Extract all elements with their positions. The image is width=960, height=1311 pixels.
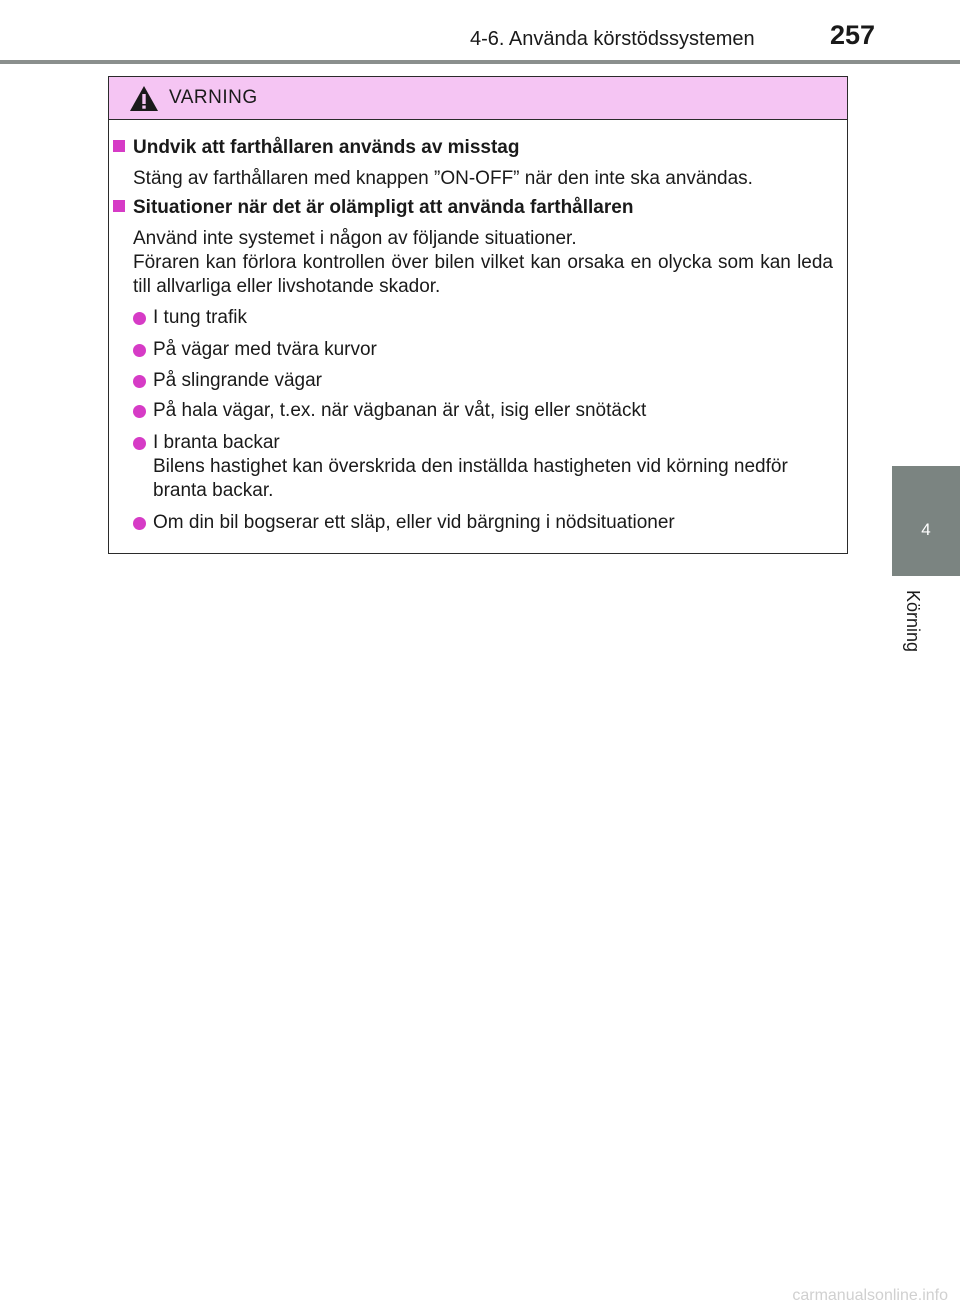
circle-bullet-icon [133, 405, 146, 418]
list-item: På hala vägar, t.ex. när vägbanan är våt, isig eller snötäckt [133, 399, 843, 423]
page-title: 4-6. Använda körstödssystemen [470, 28, 755, 50]
circle-bullet-icon [133, 312, 146, 325]
list-item-detail: Bilens hastighet kan överskrida den inställda hastigheten vid körning nedför branta backar. [153, 456, 788, 501]
list-item: I branta backar Bilens hastighet kan överskrida den inställda hastigheten vid körning nedför branta backar. [133, 431, 843, 503]
header-rule [0, 60, 960, 64]
circle-bullet-icon [133, 517, 146, 530]
list-item: Om din bil bogserar ett släp, eller vid bärgning i nödsituationer [133, 511, 843, 535]
page-number: 257 [830, 20, 876, 50]
circle-bullet-icon [133, 437, 146, 450]
circle-bullet-icon [133, 344, 146, 357]
section-paragraph: Använd inte systemet i någon av följande situationer. [133, 228, 577, 249]
watermark: carmanualsonline.info [792, 1287, 948, 1304]
circle-bullet-icon [133, 375, 146, 388]
section-paragraph: Stäng av farthållaren med knappen ”ON-OFF” när den inte ska användas. [133, 168, 753, 189]
section-heading: Undvik att farthållaren används av misstag [113, 137, 519, 159]
section-paragraph: Föraren kan förlora kontrollen över bilen vilket kan orsaka en olycka som kan leda till allvarliga eller livshotande skador. [133, 252, 833, 297]
square-bullet-icon [113, 140, 125, 152]
warning-box [108, 76, 848, 554]
warning-triangle-icon [129, 85, 159, 117]
list-item: På slingrande vägar [133, 369, 843, 393]
warning-header [109, 77, 847, 120]
chapter-label: Körning [903, 590, 923, 653]
list-item: I tung trafik [133, 306, 843, 330]
chapter-tab[interactable] [892, 466, 960, 576]
square-bullet-icon [113, 200, 125, 212]
chapter-tab-number: 4 [921, 520, 931, 539]
warning-title: VARNING [169, 87, 258, 108]
list-item: På vägar med tvära kurvor [133, 338, 843, 362]
section-heading: Situationer när det är olämpligt att använda farthållaren [113, 197, 633, 219]
